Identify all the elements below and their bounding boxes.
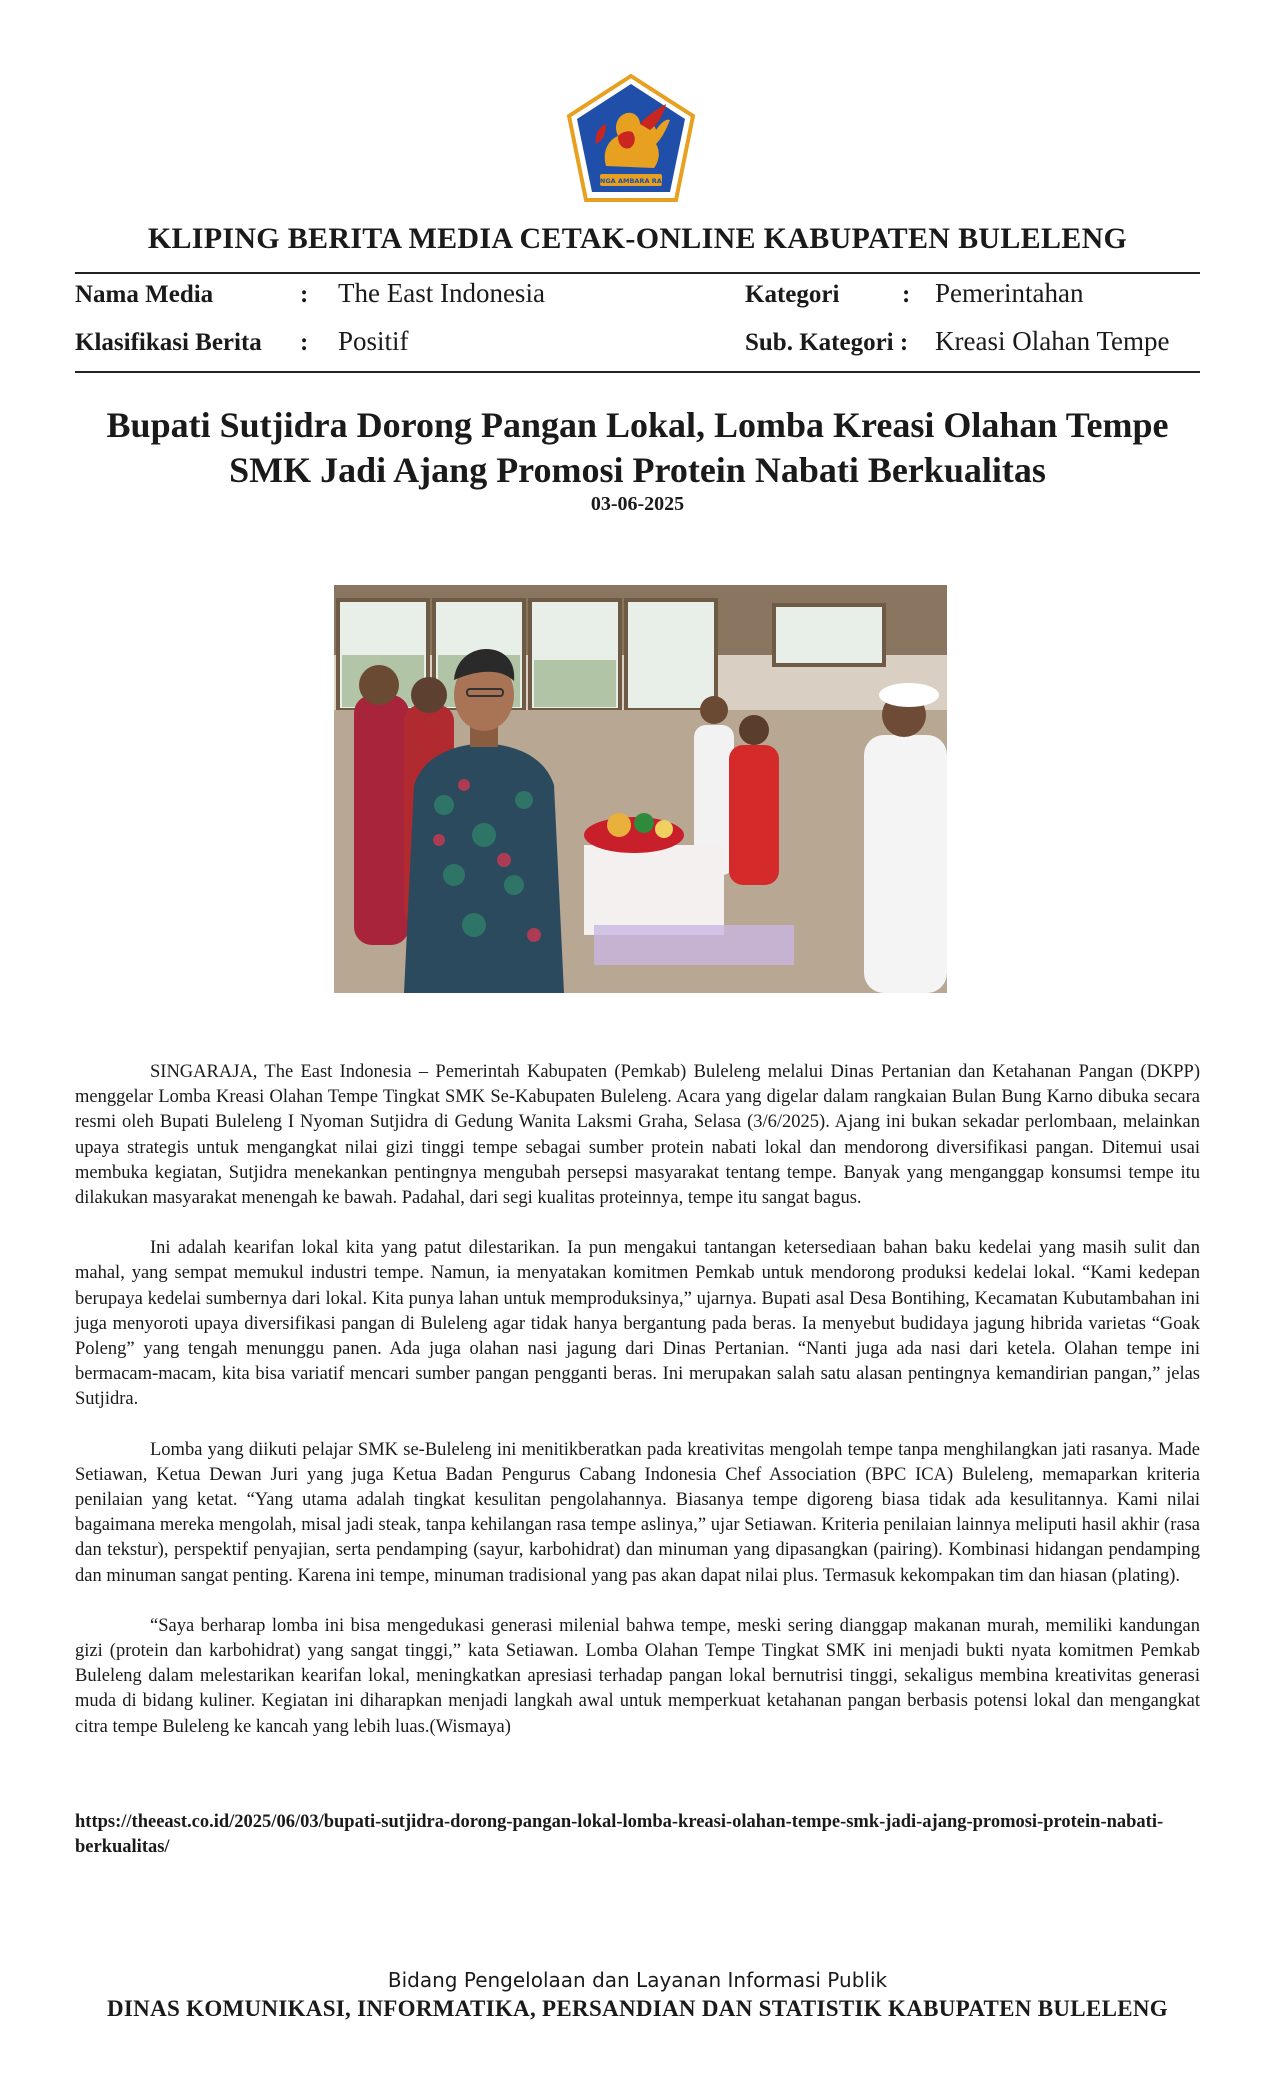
article-paragraph-2: Ini adalah kearifan lokal kita yang patut dilestarikan. Ia pun mengakui tantangan ketersediaan bahan baku kedelai yang masih sulit dan mahal, yang sempat memukul industri tempe. Namun, ia menyatakan komitmen Pemkab untuk mendorong produksi kedelai lokal. “Kami kedepan berupaya kedelai sumbernya dari lokal. Kita punya lahan untuk memproduksinya,” ujarnya. Bupati asal Desa Bontihing, Kecamatan Kubutambahan ini juga menyoroti upaya diversifikasi pangan di Buleleng agar tidak hanya bergantung pada beras. Ia menyebut budidaya jagung hibrida varietas “Goak Poleng” yang tengah menunggu panen. Ada juga olahan nasi jagung dari Dinas Pertanian. “Nanti juga ada nasi dari ketela. Olahan tempe ini bermacam-macam, kita bisa variatif mencari sumber pangan pengganti beras. Ini merupakan salah satu alasan pentingnya kemandirian pangan,” jelas Sutjidra. [75, 1238, 1200, 1410]
media-name-label: Nama Media [75, 281, 214, 308]
footer-office: DINAS KOMUNIKASI, INFORMATIKA, PERSANDIAN DAN STATISTIK KABUPATEN BULELENG [107, 1996, 1168, 2021]
singa-ambara-raja-emblem-icon [566, 74, 696, 202]
media-name-value: The East Indonesia [338, 278, 545, 308]
article-headline [75, 403, 1200, 493]
category-value: Pemerintahan [935, 278, 1084, 308]
sub-category-value: Kreasi Olahan Tempe [935, 326, 1170, 356]
article-paragraph-4: “Saya berharap lomba ini bisa mengedukasi generasi milenial bahwa tempe, meski sering dianggap makanan murah, memiliki kandungan gizi (protein dan karbohidrat) yang sangat tinggi,” kata Setiawan. Lomba Olahan Tempe Tingkat SMK ini menjadi bukti nyata komitmen Pemkab Buleleng dalam melestarikan kearifan lokal, meningkatkan apresiasi terhadap pangan lokal bernutrisi tinggi, sekaligus membina kreativitas generasi muda di bidang kuliner. Kegiatan ini diharapkan menjadi langkah awal untuk memperkuat ketahanan pangan berbasis potensi lokal dan mengangkat citra tempe Buleleng ke kancah yang lebih luas.(Wismaya) [75, 1615, 1200, 1737]
buleleng-regency-logo [566, 74, 696, 202]
media-name-colon: : [300, 281, 309, 308]
article-photo [334, 585, 947, 993]
clipping-title: KLIPING BERITA MEDIA CETAK-ONLINE KABUPATEN BULELENG [147, 222, 1128, 255]
headline-line-1: Bupati Sutjidra Dorong Pangan Lokal, Lomba Kreasi Olahan Tempe [106, 405, 1169, 445]
article-paragraph-1: SINGARAJA, The East Indonesia – Pemerintah Kabupaten (Pemkab) Buleleng melalui Dinas Pertanian dan Ketahanan Pangan (DKPP) menggelar Lomba Kreasi Olahan Tempe Tingkat SMK Se-Kabupaten Buleleng. Acara yang digelar dalam rangkaian Bulan Bung Karno dibuka secara resmi oleh Bupati Buleleng I Nyoman Sutjidra di Gedung Wanita Laksmi Graha, Selasa (3/6/2025). Ajang ini bukan sekadar perlombaan, melainkan upaya strategis untuk mengangkat nilai gizi tinggi tempe sebagai sumber protein nabati lokal dan mendorong diversifikasi pangan. Ditemui usai membuka kegiatan, Sutjidra menekankan pentingnya mengubah persepsi masyarakat tentang tempe. Banyak yang menganggap konsumsi tempe itu dilakukan masyarakat menengah ke bawah. Padahal, dari segi kualitas proteinnya, tempe itu sangat bagus. [75, 1062, 1200, 1209]
headline-line-2: SMK Jadi Ajang Promosi Protein Nabati Berkualitas [229, 450, 1046, 490]
news-classification-value: Positif [338, 326, 409, 356]
header-bottom-divider [75, 371, 1200, 373]
news-classification-label: Klasifikasi Berita [75, 329, 262, 356]
category-label: Kategori [745, 281, 840, 308]
news-classification-colon: : [300, 329, 309, 356]
footer-division: Bidang Pengelolaan dan Layanan Informasi Publik [387, 1968, 888, 1992]
svg-text:SINGA AMBARA RAJA: SINGA AMBARA RAJA [592, 177, 670, 185]
article-paragraph-3: Lomba yang diikuti pelajar SMK se-Buleleng ini menitikberatkan pada kreativitas mengolah tempe tanpa menghilangkan jati rasanya. Made Setiawan, Ketua Dewan Juri yang juga Ketua Badan Pengurus Cabang Indonesia Chef Association (BPC ICA) Buleleng, memaparkan kriteria penilaian yang ketat. “Yang utama adalah tingkat kesulitan pengolahannya. Biasanya tempe digoreng biasa tidak ada kesulitannya. Kami nilai bagaimana mereka mengolah, misal jadi steak, tanpa kehilangan rasa tempe aslinya,” ujar Setiawan. Kriteria penilaian lainnya meliputi hasil akhir (rasa dan tekstur), perspektif penyajian, serta pendamping (sayur, karbohidrat) dan minuman yang dipasangkan (pairing). Kombinasi hidangan pendamping dan minuman sangat penting. Karena ini tempe, minuman tradisional yang pas akan dapat nilai plus. Termasuk kekompakan tim dan hiasan (plating). [75, 1439, 1200, 1586]
article-body [75, 1060, 1200, 1765]
category-colon: : [902, 281, 911, 308]
article-date: 03-06-2025 [590, 493, 685, 515]
header-top-divider [75, 272, 1200, 274]
sub-category-label: Sub. Kategori : [745, 329, 909, 356]
source-url: https://theeast.co.id/2025/06/03/bupati-sutjidra-dorong-pangan-lokal-lomba-kreasi-olahan-tempe-smk-jadi-ajang-promosi-protein-nabati-berkualitas/ [75, 1812, 1164, 1857]
